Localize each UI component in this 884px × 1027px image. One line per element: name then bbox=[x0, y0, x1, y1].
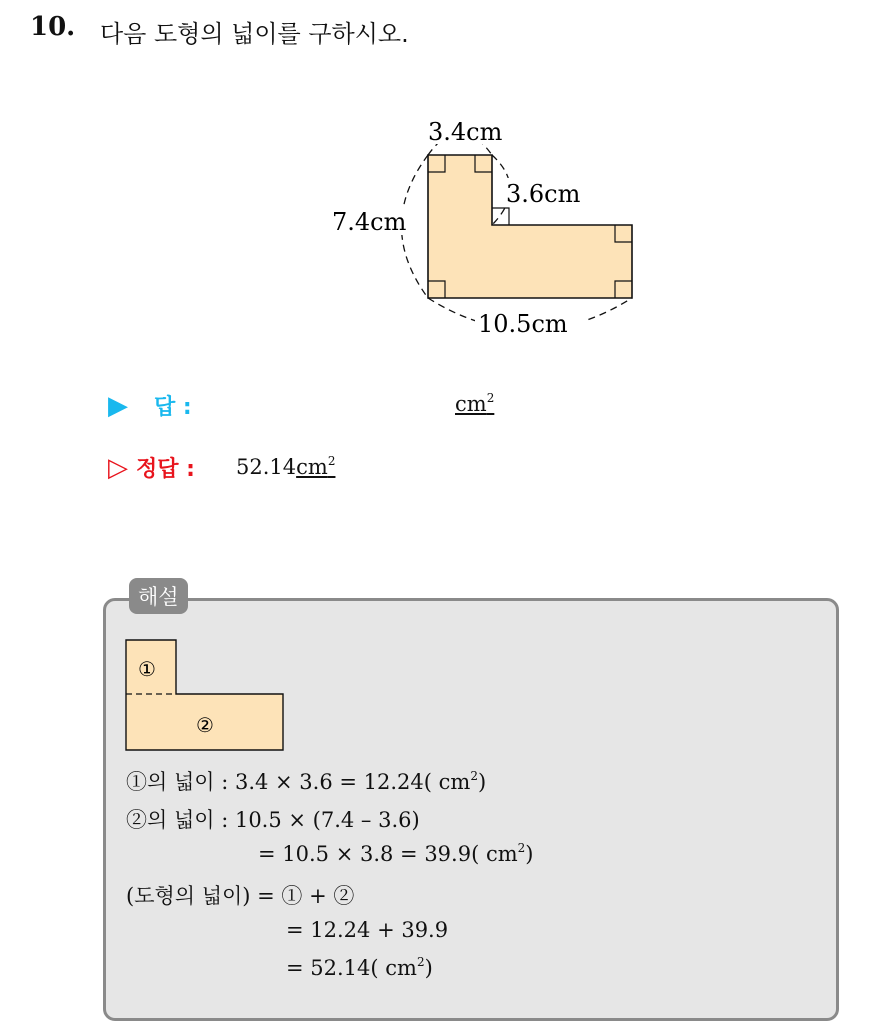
label-top: 3.4cm bbox=[428, 118, 503, 146]
l-shape-figure bbox=[0, 0, 884, 380]
solution-line-1: ①의 넓이 : 3.4 × 3.6 = 12.24( $cm^2$) bbox=[126, 769, 487, 794]
solution-line-5: = 12.24 + 39.9 bbox=[286, 918, 449, 942]
solution-line-4: (도형의 넓이) = ① + ② bbox=[126, 884, 355, 908]
correct-label: 정답 : bbox=[136, 457, 195, 482]
question-text: 다음 도형의 넓이를 구하시오. bbox=[100, 20, 409, 48]
label-left: 7.4cm bbox=[332, 208, 407, 236]
label-bottom: 10.5cm bbox=[478, 310, 568, 338]
answer-unit: $cm^2$ bbox=[455, 391, 495, 416]
solution-line-3: = 10.5 × 3.8 = 39.9( $cm^2$) bbox=[258, 841, 534, 866]
correct-value: $52.14cm^2$ bbox=[236, 454, 336, 479]
solution-diagram bbox=[120, 634, 295, 756]
answer-row bbox=[108, 390, 192, 421]
label-inner: 3.6cm bbox=[506, 180, 581, 208]
solution-tag: 해설 bbox=[129, 578, 188, 614]
correct-answer-row bbox=[108, 452, 195, 483]
question-number: 10. bbox=[30, 12, 76, 42]
answer-label: 답 : bbox=[154, 395, 192, 420]
part2-label: ② bbox=[196, 713, 214, 737]
l-shape bbox=[428, 155, 632, 298]
part1-label: ① bbox=[138, 657, 156, 681]
play-triangle-icon: ▶ bbox=[108, 391, 128, 421]
outline-triangle-icon: ▷ bbox=[108, 453, 128, 483]
solution-line-2: ②의 넓이 : 10.5 × (7.4 – 3.6) bbox=[126, 808, 420, 832]
solution-line-6: = 52.14( $cm^2$) bbox=[286, 955, 433, 980]
